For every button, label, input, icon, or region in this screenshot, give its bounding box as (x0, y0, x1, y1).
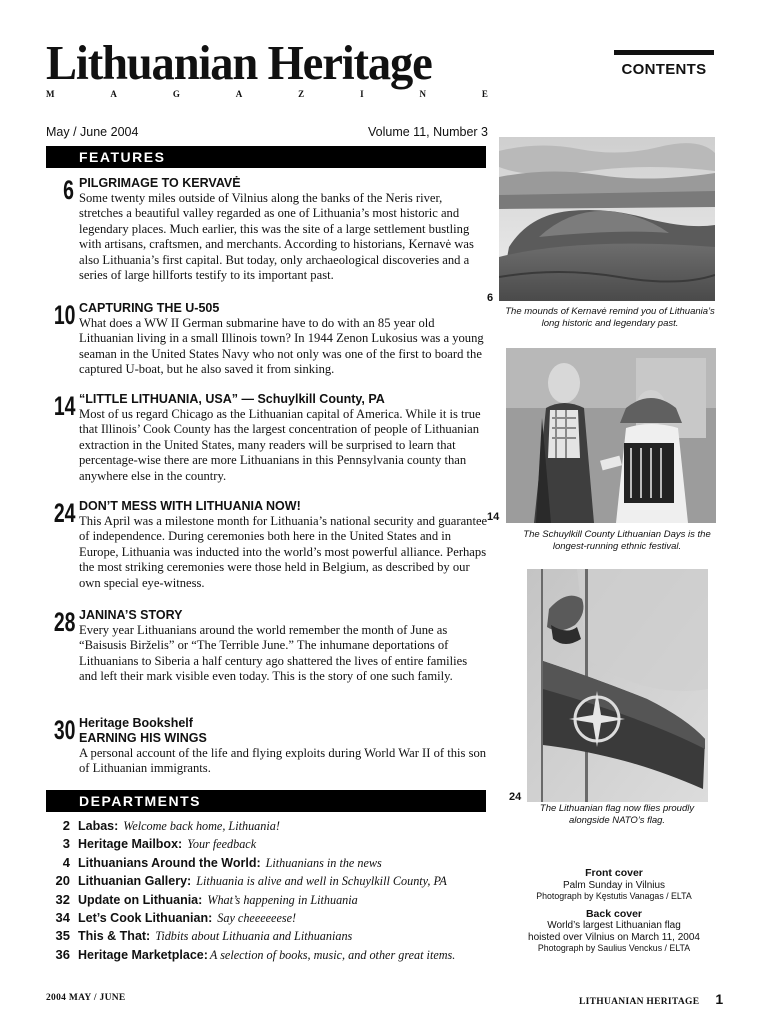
feature-item[interactable] (46, 716, 488, 777)
department-description: Lithuanians in the news (265, 855, 382, 870)
department-page-number: 4 (62, 854, 70, 870)
department-item[interactable] (46, 947, 496, 965)
photo-caption: The mounds of Kernavė remind you of Lithuania’s long historic and legendary past. (505, 306, 715, 329)
department-item[interactable] (46, 855, 496, 873)
feature-item[interactable] (46, 608, 488, 685)
lithuanian-nato-flags-photo (527, 569, 708, 802)
photo-caption: The Schuylkill County Lithuanian Days is the longest-running ethnic festival. (523, 529, 711, 552)
schuylkill-festival-photo (506, 348, 716, 523)
department-description: A selection of books, music, and other great items. (209, 947, 456, 962)
front-cover-credit: Photograph by Kęstutis Vanagas / ELTA (536, 891, 692, 901)
photo-page-number: 24 (509, 791, 522, 803)
feature-page-number: 6 (63, 175, 74, 205)
feature-page-number: 28 (53, 607, 76, 637)
department-item[interactable] (46, 892, 496, 910)
department-page-number: 34 (55, 909, 70, 925)
footer-title: LITHUANIAN HERITAGE (579, 997, 700, 1007)
department-item[interactable] (46, 873, 496, 891)
feature-page-number: 30 (53, 715, 76, 745)
department-page-number: 3 (62, 836, 70, 852)
department-page-number: 36 (55, 946, 70, 962)
department-page-number: 35 (55, 928, 70, 944)
subtitle-letter: A (235, 89, 243, 99)
subtitle-letter: G (172, 89, 180, 99)
department-description: Say cheeeeeese! (217, 910, 297, 925)
feature-summary: A personal account of the life and flying exploits during World War II of this son of Lithuanian immigrants. (79, 746, 487, 776)
magazine-title: Lithuanian Heritage (46, 35, 432, 90)
feature-summary: Every year Lithuanians around the world remember the month of June as “Baisusis Birželis” or “The Terrible June.” The inhumane deportations of Lithuanians to Siberia a half century ago shattered the lives of entire families and left their mark visible even today. This is the story of one such family. (79, 623, 468, 684)
back-cover-credit: Photograph by Saulius Venckus / ELTA (537, 943, 691, 953)
department-name: This & That: (78, 929, 151, 944)
feature-page-number: 24 (53, 498, 76, 528)
features-header: FEATURES (46, 146, 486, 168)
magazine-subtitle (46, 89, 488, 99)
feature-page-number: 14 (53, 391, 76, 421)
cover-credits (526, 868, 702, 955)
feature-summary: Some twenty miles outside of Vilnius along the banks of the Neris river, stretches a beautiful valley regarded as one of Lithuania’s most historic and legendary places. Much earlier, this was the site of a large settlement bustling with artisans, craftsmen, and merchants. According to historians, Kernavė was also Lithuania’s first capital. But today, only archaeological discoveries and a series of large hillforts testify to its important past. (79, 191, 474, 283)
front-cover-label: Front cover (585, 867, 643, 879)
photo-page-number: 14 (487, 511, 500, 523)
front-cover-title: Palm Sunday in Vilnius (562, 879, 666, 891)
subtitle-letter: M (46, 89, 55, 99)
department-description: Lithuania is alive and well in Schuylkill County, PA (196, 874, 447, 889)
feature-page-number: 10 (53, 300, 76, 330)
feature-kicker: Heritage Bookshelf (79, 716, 193, 730)
department-name: Let’s Cook Lithuanian: (78, 910, 213, 925)
department-item[interactable] (46, 928, 496, 946)
department-name: Labas: (78, 819, 119, 833)
department-description: What’s happening in Lithuania (207, 892, 358, 907)
feature-item[interactable] (46, 499, 488, 591)
feature-item[interactable] (46, 301, 488, 378)
department-name: Lithuanian Gallery: (78, 874, 192, 889)
feature-summary: Most of us regard Chicago as the Lithuanian capital of America. While it is true that Illinois’ Cook County has the largest concentration of people of Lithuanian extraction in the United States, many readers will be surprised to learn that percentage-wise there are more Lithuanians in this Pennsylvania county than anywhere else in the country. (79, 407, 481, 483)
feature-title: JANINA’S STORY (79, 608, 183, 622)
contents-heading: CONTENTS (614, 50, 714, 78)
departments-list (46, 818, 496, 965)
kernave-mounds-photo (499, 137, 715, 301)
department-page-number: 32 (55, 891, 70, 907)
feature-item[interactable] (46, 176, 488, 283)
back-cover-line: hoisted over Vilnius on March 11, 2004 (528, 931, 700, 943)
photo-caption: The Lithuanian flag now flies proudly alongside NATO’s flag. (539, 803, 695, 826)
photo-page-number: 6 (487, 292, 494, 304)
issue-info (46, 125, 488, 139)
feature-title: DON’T MESS WITH LITHUANIA NOW! (79, 499, 301, 513)
department-page-number: 20 (55, 873, 70, 889)
back-cover-label: Back cover (585, 907, 643, 920)
feature-summary: What does a WW II German submarine have to do with an 85 year old Lithuanian living in a small Illinois town? In 1944 Zenon Lukosius was a young seaman in the United States Navy who not only was one of the first to board the captured U-boat, but he also saved it from sinking. (79, 316, 484, 377)
footer-issue: 2004 MAY / JUNE (46, 993, 126, 1003)
feature-summary: This April was a milestone month for Lithuania’s national security and guarantee of independence. During ceremonies both here in the United States and in Europe, Lithuania was inducted into the world’s most powerful alliance. Perhaps the most striking ceremonies were those held in Belgium, as described by our own special eye-witness. (79, 514, 488, 590)
subtitle-letter: I (360, 89, 364, 99)
feature-title: CAPTURING THE U-505 (79, 301, 220, 315)
page-number: 1 (715, 991, 724, 1007)
department-name: Heritage Mailbox: (78, 837, 183, 852)
department-item[interactable] (46, 910, 496, 928)
issue-date: May / June 2004 (46, 125, 139, 139)
department-name: Update on Lithuania: (78, 892, 203, 907)
department-description: Your feedback (187, 837, 257, 852)
department-description: Tidbits about Lithuania and Lithuanians (155, 929, 353, 944)
department-item[interactable] (46, 836, 496, 854)
subtitle-letter: E (481, 89, 488, 99)
back-cover-title: World’s largest Lithuanian flag (547, 920, 681, 931)
feature-item[interactable] (46, 392, 488, 484)
subtitle-letter: A (110, 89, 117, 99)
department-name: Lithuanians Around the World: (78, 855, 261, 870)
department-name: Heritage Marketplace: (78, 947, 208, 962)
feature-title: PILGRIMAGE TO KERVAVĖ (79, 176, 241, 190)
department-page-number: 2 (62, 818, 70, 833)
feature-title: EARNING HIS WINGS (79, 731, 207, 745)
footer-publication (579, 991, 723, 1007)
subtitle-letter: Z (298, 89, 305, 99)
issue-volume: Volume 11, Number 3 (368, 125, 488, 139)
department-description: Welcome back home, Lithuania! (123, 819, 280, 833)
subtitle-letter: N (419, 89, 426, 99)
feature-title: “LITTLE LITHUANIA, USA” — Schuylkill County, PA (79, 392, 385, 406)
masthead (46, 35, 488, 99)
department-item[interactable] (46, 818, 496, 836)
departments-header: DEPARTMENTS (46, 790, 486, 812)
